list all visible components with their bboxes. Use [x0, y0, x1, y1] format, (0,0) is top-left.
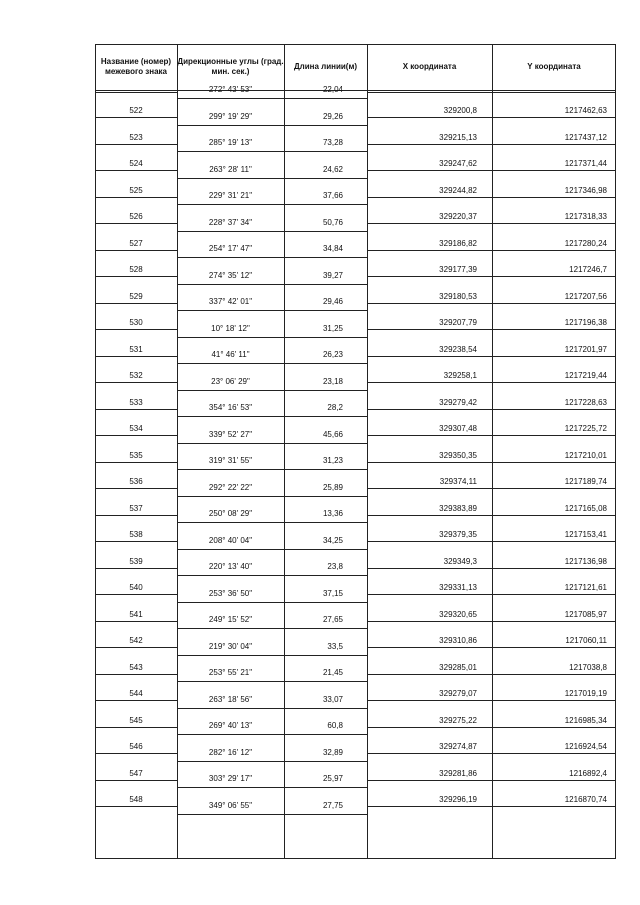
- row-divider: [177, 496, 367, 497]
- row-divider: [177, 151, 367, 152]
- line-length-cell: 27,65: [322, 615, 343, 624]
- row-divider: [95, 329, 177, 330]
- row-divider: [95, 780, 177, 781]
- row-divider: [95, 117, 177, 118]
- x-coordinate-cell: 329349,3: [443, 556, 477, 566]
- row-divider: [367, 170, 616, 171]
- row-divider: [367, 806, 616, 807]
- row-divider: [95, 197, 177, 198]
- row-divider: [95, 382, 177, 383]
- row-divider: [367, 197, 616, 198]
- row-divider: [367, 409, 616, 410]
- header-line-length: Длина линии(м): [284, 44, 367, 91]
- row-divider: [177, 125, 367, 126]
- y-coordinate-cell: 1217038,8: [569, 662, 607, 672]
- row-divider: [177, 390, 367, 391]
- row-divider: [95, 700, 177, 701]
- row-divider: [95, 276, 177, 277]
- row-divider: [177, 655, 367, 656]
- row-divider: [177, 178, 367, 179]
- directional-angle-cell: 250° 08' 29": [208, 509, 253, 518]
- y-coordinate-cell: 1217153,41: [564, 530, 607, 540]
- row-divider: [367, 541, 616, 542]
- point-name-cell: 523: [129, 132, 143, 142]
- row-divider: [177, 98, 367, 99]
- y-coordinate-cell: 1217189,74: [564, 477, 607, 487]
- directional-angle-cell: 282° 16' 12": [208, 747, 253, 757]
- point-name-cell: 525: [129, 185, 143, 195]
- x-coordinate-cell: 329279,42: [439, 397, 477, 407]
- row-divider: [367, 250, 616, 251]
- y-coordinate-cell: 1217437,12: [564, 132, 607, 142]
- line-length-cell: 45,66: [322, 429, 343, 439]
- directional-angle-cell: 339° 52' 27": [208, 429, 253, 439]
- directional-angle-cell: 10° 18' 12": [211, 323, 250, 333]
- directional-angle-cell: 229° 31' 21": [208, 191, 253, 200]
- x-coordinate-cell: 329296,19: [439, 795, 477, 805]
- point-name-cell: 536: [129, 477, 143, 487]
- directional-angle-cell: 354° 16' 53": [208, 403, 253, 412]
- directional-angle-cell: 349° 06' 55": [208, 800, 253, 810]
- point-name-cell: 533: [129, 397, 143, 407]
- y-coordinate-cell: 1217207,56: [564, 291, 607, 301]
- y-coordinate-cell: 1217280,24: [564, 238, 607, 248]
- x-coordinate-cell: 329180,53: [439, 291, 477, 301]
- row-divider: [177, 363, 367, 364]
- line-length-cell: 29,26: [322, 111, 343, 121]
- row-divider: [95, 541, 177, 542]
- row-divider: [95, 568, 177, 569]
- row-divider: [367, 488, 616, 489]
- point-name-cell: 547: [129, 768, 143, 778]
- line-length-cell: 26,23: [322, 350, 343, 359]
- row-divider: [95, 647, 177, 648]
- line-length-cell: 33,5: [327, 641, 343, 651]
- row-divider: [95, 621, 177, 622]
- row-divider: [367, 674, 616, 675]
- directional-angle-cell: 272° 43' 53": [208, 85, 253, 94]
- x-coordinate-cell: 329275,22: [439, 715, 477, 725]
- line-length-cell: 27,75: [322, 800, 343, 810]
- row-divider: [367, 568, 616, 569]
- line-length-cell: 37,15: [322, 588, 343, 598]
- row-divider: [367, 329, 616, 330]
- point-name-cell: 534: [129, 424, 143, 434]
- y-coordinate-cell: 1217225,72: [564, 424, 607, 434]
- row-divider: [367, 276, 616, 277]
- y-coordinate-cell: 1216924,54: [564, 742, 607, 752]
- row-divider: [367, 594, 616, 595]
- row-divider: [367, 435, 616, 436]
- point-name-cell: 532: [129, 371, 143, 381]
- y-coordinate-cell: 1217060,11: [565, 636, 607, 646]
- row-divider: [367, 727, 616, 728]
- y-coordinate-cell: 1216870,74: [564, 795, 607, 805]
- y-coordinate-cell: 1217165,08: [564, 503, 607, 513]
- row-divider: [367, 515, 616, 516]
- x-coordinate-cell: 329186,82: [439, 238, 477, 248]
- directional-angle-cell: 41° 46' 11": [211, 350, 250, 359]
- row-divider: [367, 647, 616, 648]
- point-name-cell: 527: [129, 238, 143, 248]
- row-divider: [95, 515, 177, 516]
- directional-angle-cell: 254° 17' 47": [208, 244, 253, 253]
- x-coordinate-cell: 329238,54: [439, 344, 477, 354]
- line-length-cell: 25,89: [322, 482, 343, 492]
- point-name-cell: 540: [129, 583, 143, 593]
- line-length-cell: 34,84: [322, 244, 343, 253]
- y-coordinate-cell: 1217318,33: [564, 212, 607, 222]
- row-divider: [367, 700, 616, 701]
- line-length-cell: 23,18: [322, 376, 343, 386]
- row-divider: [95, 462, 177, 463]
- header-point-name: Название (номер) межевого знака: [95, 44, 177, 91]
- point-name-cell: 524: [129, 159, 143, 169]
- row-divider: [95, 753, 177, 754]
- line-length-cell: 29,46: [322, 297, 343, 306]
- line-length-cell: 39,27: [322, 270, 343, 280]
- x-coordinate-cell: 329310,86: [439, 636, 477, 646]
- line-length-cell: 21,45: [322, 668, 343, 677]
- line-length-cell: 25,97: [322, 774, 343, 783]
- y-coordinate-cell: 1217196,38: [564, 318, 607, 328]
- y-coordinate-cell: 1217136,98: [564, 556, 607, 566]
- x-coordinate-cell: 329285,01: [439, 662, 477, 672]
- row-divider: [177, 231, 367, 232]
- row-divider: [367, 223, 616, 224]
- row-divider: [95, 674, 177, 675]
- point-name-cell: 535: [129, 450, 143, 460]
- directional-angle-cell: 23° 06' 29": [211, 376, 250, 386]
- row-divider: [95, 435, 177, 436]
- y-coordinate-cell: 1217371,44: [564, 159, 607, 169]
- x-coordinate-cell: 329220,37: [439, 212, 477, 222]
- x-coordinate-cell: 329281,86: [439, 768, 477, 778]
- y-coordinate-cell: 1217346,98: [564, 185, 607, 195]
- x-coordinate-cell: 329383,89: [439, 503, 477, 513]
- header-directional-angle: Дирекционные углы (град. мин. сек.): [177, 44, 284, 91]
- x-coordinate-cell: 329320,65: [439, 609, 477, 619]
- line-length-cell: 13,36: [322, 509, 343, 518]
- point-name-cell: 539: [129, 556, 143, 566]
- directional-angle-cell: 219° 30' 04": [208, 641, 253, 651]
- x-coordinate-cell: 329258,1: [443, 371, 477, 381]
- header-x-coordinate: X координата: [367, 44, 492, 91]
- directional-angle-cell: 274° 35' 12": [208, 270, 253, 280]
- point-name-cell: 543: [129, 662, 143, 672]
- directional-angle-cell: 303° 29' 17": [208, 774, 253, 783]
- row-divider: [177, 310, 367, 311]
- row-divider: [177, 549, 367, 550]
- point-name-cell: 542: [129, 636, 143, 646]
- row-divider: [177, 416, 367, 417]
- row-divider: [95, 409, 177, 410]
- line-length-cell: 28,2: [327, 403, 343, 412]
- row-divider: [95, 170, 177, 171]
- point-name-cell: 528: [129, 265, 143, 275]
- line-length-cell: 50,76: [322, 217, 343, 227]
- x-coordinate-cell: 329374,11: [439, 477, 477, 487]
- y-coordinate-cell: 1217219,44: [564, 371, 607, 381]
- line-length-cell: 73,28: [322, 138, 343, 147]
- row-divider: [177, 734, 367, 735]
- row-divider: [367, 92, 616, 93]
- row-divider: [177, 814, 367, 815]
- x-coordinate-cell: 329207,79: [439, 318, 477, 328]
- row-divider: [95, 92, 177, 93]
- row-divider: [95, 356, 177, 357]
- row-divider: [177, 708, 367, 709]
- y-coordinate-cell: 1216985,34: [564, 715, 607, 725]
- row-divider: [177, 602, 367, 603]
- point-name-cell: 537: [129, 503, 143, 513]
- point-name-cell: 522: [129, 106, 143, 116]
- x-coordinate-cell: 329247,62: [439, 159, 477, 169]
- row-divider: [177, 522, 367, 523]
- row-divider: [367, 621, 616, 622]
- x-coordinate-cell: 329279,07: [439, 689, 477, 699]
- directional-angle-cell: 263° 18' 56": [208, 694, 253, 704]
- row-divider: [177, 337, 367, 338]
- row-divider: [95, 727, 177, 728]
- x-coordinate-cell: 329307,48: [439, 424, 477, 434]
- row-divider: [367, 303, 616, 304]
- row-divider: [95, 223, 177, 224]
- line-length-cell: 32,89: [322, 747, 343, 757]
- directional-angle-cell: 299° 19' 29": [208, 111, 253, 121]
- x-coordinate-cell: 329274,87: [439, 742, 477, 752]
- row-divider: [177, 761, 367, 762]
- y-coordinate-cell: 1216892,4: [569, 768, 607, 778]
- x-coordinate-cell: 329215,13: [439, 132, 477, 142]
- directional-angle-cell: 220° 13' 40": [208, 562, 253, 571]
- x-coordinate-cell: 329244,82: [439, 185, 477, 195]
- line-length-cell: 60,8: [327, 721, 343, 730]
- x-coordinate-cell: 329350,35: [439, 450, 477, 460]
- directional-angle-cell: 249° 15' 52": [208, 615, 253, 624]
- row-divider: [367, 780, 616, 781]
- x-coordinate-cell: 329200,8: [443, 106, 477, 116]
- row-divider: [95, 144, 177, 145]
- line-length-cell: 31,25: [322, 323, 343, 333]
- line-length-cell: 33,07: [322, 694, 343, 704]
- row-divider: [177, 628, 367, 629]
- directional-angle-cell: 337° 42' 01": [208, 297, 253, 306]
- point-name-cell: 526: [129, 212, 143, 222]
- row-divider: [177, 575, 367, 576]
- row-divider: [95, 488, 177, 489]
- row-divider: [95, 250, 177, 251]
- x-coordinate-cell: 329379,35: [439, 530, 477, 540]
- row-divider: [177, 257, 367, 258]
- row-divider: [367, 117, 616, 118]
- row-divider: [367, 356, 616, 357]
- point-name-cell: 541: [129, 609, 143, 619]
- directional-angle-cell: 208° 40' 04": [208, 535, 253, 545]
- line-length-cell: 34,25: [322, 535, 343, 545]
- directional-angle-cell: 292° 22' 22": [208, 482, 253, 492]
- row-divider: [367, 382, 616, 383]
- x-coordinate-cell: 329331,13: [439, 583, 477, 593]
- y-coordinate-cell: 1217121,61: [564, 583, 607, 593]
- point-name-cell: 546: [129, 742, 143, 752]
- y-coordinate-cell: 1217210,01: [564, 450, 607, 460]
- line-length-cell: 22,04: [322, 85, 343, 94]
- directional-angle-cell: 253° 55' 21": [208, 668, 253, 677]
- row-divider: [177, 204, 367, 205]
- point-name-cell: 538: [129, 530, 143, 540]
- line-length-cell: 23,8: [327, 562, 343, 571]
- row-divider: [367, 462, 616, 463]
- row-divider: [177, 443, 367, 444]
- directional-angle-cell: 253° 36' 50": [208, 588, 253, 598]
- point-name-cell: 544: [129, 689, 143, 699]
- row-divider: [177, 787, 367, 788]
- directional-angle-cell: 228° 37' 34": [208, 217, 253, 227]
- line-length-cell: 37,66: [322, 191, 343, 200]
- point-name-cell: 548: [129, 795, 143, 805]
- point-name-cell: 529: [129, 291, 143, 301]
- y-coordinate-cell: 1217019,19: [564, 689, 607, 699]
- y-coordinate-cell: 1217228,63: [564, 397, 607, 407]
- y-coordinate-cell: 1217246,7: [569, 265, 607, 275]
- directional-angle-cell: 285° 19' 13": [208, 138, 253, 147]
- row-divider: [177, 284, 367, 285]
- row-divider: [177, 469, 367, 470]
- point-name-cell: 545: [129, 715, 143, 725]
- line-length-cell: 24,62: [322, 164, 343, 174]
- directional-angle-cell: 319° 31' 55": [208, 456, 253, 465]
- row-divider: [367, 753, 616, 754]
- point-name-cell: 531: [129, 344, 143, 354]
- row-divider: [367, 144, 616, 145]
- y-coordinate-cell: 1217201,97: [564, 344, 607, 354]
- x-coordinate-cell: 329177,39: [439, 265, 477, 275]
- directional-angle-cell: 269° 40' 13": [208, 721, 253, 730]
- directional-angle-cell: 263° 28' 11": [209, 164, 252, 174]
- row-divider: [95, 303, 177, 304]
- row-divider: [95, 594, 177, 595]
- y-coordinate-cell: 1217462,63: [564, 106, 607, 116]
- row-divider: [177, 681, 367, 682]
- point-name-cell: 530: [129, 318, 143, 328]
- y-coordinate-cell: 1217085,97: [564, 609, 607, 619]
- header-y-coordinate: Y координата: [492, 44, 616, 91]
- row-divider: [95, 806, 177, 807]
- line-length-cell: 31,23: [322, 456, 343, 465]
